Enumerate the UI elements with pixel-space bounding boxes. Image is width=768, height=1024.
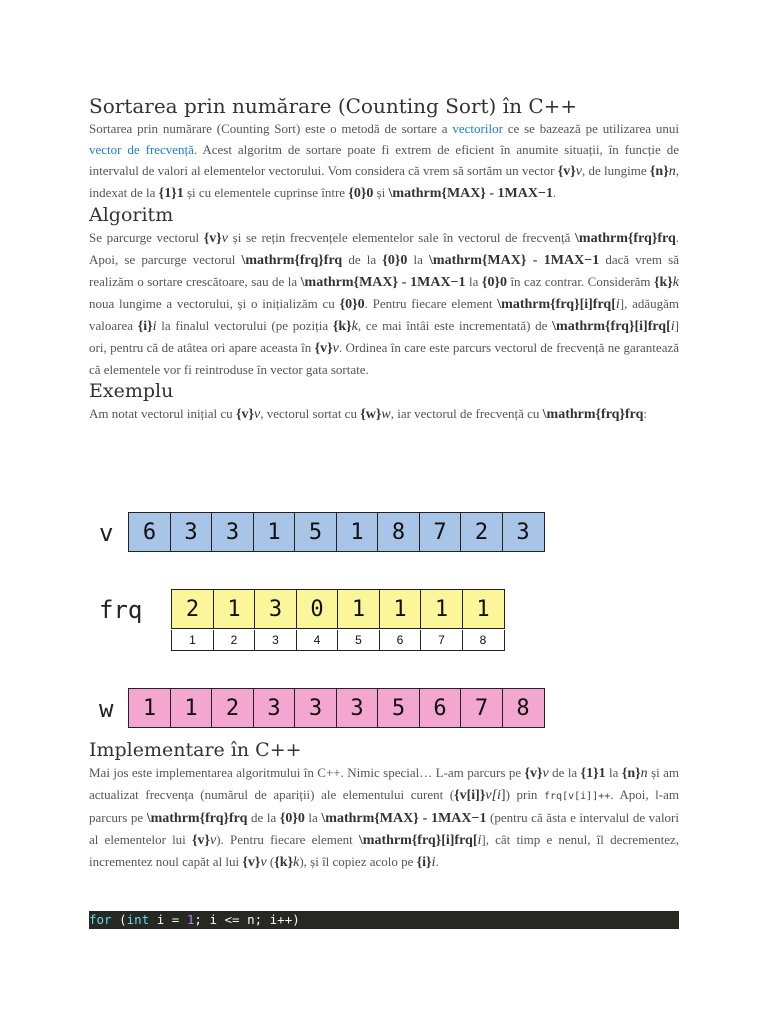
math: {v}: [557, 164, 576, 179]
math: \mathrm{frq}[i]frq[: [552, 318, 671, 334]
text: la finalul vectorului (pe poziția: [156, 317, 333, 333]
text: (: [266, 853, 275, 869]
math: {0}0: [348, 186, 374, 201]
text: de la: [548, 764, 581, 780]
w-cell: 2: [211, 688, 254, 728]
math: \mathrm{MAX} - 1MAX−1: [429, 252, 600, 268]
w-array: [128, 688, 545, 728]
v-cell: 3: [211, 512, 254, 552]
text: . Pentru fiecare element: [364, 295, 498, 311]
text: de la: [342, 251, 383, 267]
math: \mathrm{MAX} - 1MAX−1: [388, 186, 553, 201]
text: . Acest algoritm de sortare poate fi extrem de eficient în anumite situații, în funcție de intervalul de valori al elementelor vectorului. Vom considera că vrem să sortăm un vector: [89, 142, 679, 178]
math: i: [152, 318, 157, 334]
counting-sort-diagram: [89, 505, 689, 735]
text: , indexat de la: [89, 163, 679, 200]
math: n: [640, 765, 648, 781]
text: ). Pentru fiecare element: [216, 831, 359, 847]
code-text: (: [111, 912, 127, 927]
text: ce se bazează pe utilizarea unui: [502, 121, 679, 136]
math: v: [332, 340, 339, 356]
text: . Apoi, se parcurge vectorul: [89, 229, 679, 267]
text: la: [407, 251, 430, 267]
math: v: [542, 765, 549, 781]
frq-index-row: [171, 630, 505, 651]
text: . Apoi, l-am parcurs pe: [89, 786, 679, 825]
w-cell: 7: [460, 688, 503, 728]
frq-cell: 1: [379, 589, 422, 629]
v-cell: 7: [419, 512, 462, 552]
math: {k}: [332, 318, 352, 334]
text: dacă vrem să realizăm o sortare crescătoare, sau de la: [89, 251, 679, 289]
code-text: i =: [149, 912, 187, 927]
math: n: [668, 164, 676, 179]
text: ] ori, pentru că de atâtea ori apare aceasta în: [89, 317, 679, 355]
math: {v}: [235, 406, 254, 422]
math: k: [351, 318, 358, 334]
text: noua lungime a vectorului, și o inițializăm cu: [89, 295, 340, 311]
frq-index: 7: [420, 630, 463, 651]
math: \mathrm{MAX} - 1MAX−1: [300, 274, 466, 290]
link-vector-frecventa[interactable]: vector de frecvență: [89, 142, 194, 157]
w-cell: 3: [294, 688, 337, 728]
v-cell: 8: [377, 512, 420, 552]
text: , de lungime: [581, 163, 650, 178]
v-cell: 1: [336, 512, 379, 552]
math: \mathrm{frq}[i]frq[: [497, 296, 616, 312]
article-implementation: [89, 739, 679, 873]
text: la: [304, 809, 322, 825]
math: {v}: [191, 832, 210, 848]
v-cell: 6: [128, 512, 171, 552]
w-cell: 8: [502, 688, 545, 728]
text: Mai jos este implementarea algoritmului în C++. Nimic special… L-am parcurs pe: [89, 764, 525, 780]
algoritm-paragraph: [89, 227, 679, 380]
frq-index: 1: [171, 630, 214, 651]
text: ), și îl copiez acolo pe: [299, 853, 417, 869]
math: {k}: [274, 854, 294, 870]
section-heading-exemplu: Exemplu: [89, 379, 174, 402]
frq-index: 2: [213, 630, 256, 651]
text: Se parcurge vectorul: [89, 229, 204, 245]
text: .: [435, 853, 439, 869]
frq-cell: 1: [420, 589, 463, 629]
math: {i}: [137, 318, 153, 334]
frq-index: 3: [254, 630, 297, 651]
page-title: Sortarea prin numărare (Counting Sort) în C++: [89, 94, 578, 118]
article: [89, 95, 679, 425]
w-cell: 1: [170, 688, 213, 728]
math: v: [575, 164, 582, 179]
text: de la: [247, 809, 280, 825]
math: \mathrm{frq}frq: [241, 252, 343, 268]
w-cell: 3: [253, 688, 296, 728]
text: , iar vectorul de frecvență cu: [390, 405, 543, 421]
implementare-paragraph: [89, 762, 679, 873]
math: {v[i]}: [454, 787, 486, 803]
math: \mathrm{frq}[i]frq[: [358, 832, 478, 848]
math: {0}0: [481, 274, 507, 290]
frq-cell: 1: [337, 589, 380, 629]
math: k: [672, 274, 680, 290]
v-cell: 3: [502, 512, 545, 552]
text: Sortarea prin numărare (Counting Sort) este o metodă de sortare a: [89, 121, 453, 136]
math: {v}: [203, 230, 222, 246]
text: la: [465, 273, 482, 289]
text: și am actualizat frecvența (numărul de apariții) ale elementului curent (: [89, 764, 679, 802]
frq-cell: 1: [462, 589, 505, 629]
math: w: [381, 406, 391, 422]
code-block[interactable]: [89, 911, 679, 929]
math: {0}0: [339, 296, 365, 312]
math: i: [670, 318, 675, 334]
math: i: [431, 854, 436, 870]
frq-index: 5: [337, 630, 380, 651]
w-cell: 5: [377, 688, 420, 728]
text: , ce mai întâi este incrementată) de: [357, 317, 553, 333]
math: i: [477, 832, 482, 848]
link-vectori[interactable]: vectorilor: [452, 121, 503, 136]
section-heading-algoritm: Algoritm: [89, 204, 174, 226]
code-keyword: for: [89, 912, 112, 927]
code-text: ; i <= n; i++): [194, 912, 300, 927]
math: {k}: [653, 274, 673, 290]
code-number: 1: [186, 912, 195, 927]
text: :: [643, 405, 648, 421]
math: \mathrm{frq}frq: [146, 810, 248, 826]
text: ], adăugăm valoarea: [89, 295, 680, 333]
math: v: [260, 854, 267, 870]
text: în caz contrar. Considerăm: [506, 273, 654, 289]
math: v[: [485, 787, 498, 803]
math: v: [253, 406, 261, 422]
text: .: [552, 185, 557, 200]
math: {n}: [649, 164, 669, 179]
math: v: [221, 230, 229, 246]
exemplu-paragraph: [89, 403, 679, 425]
text: și: [373, 185, 389, 200]
text: , vectorul sortat cu: [260, 405, 361, 421]
math: \mathrm{frq}frq: [542, 406, 644, 422]
math: \mathrm{frq}frq: [575, 230, 676, 246]
math: {v}: [524, 765, 543, 781]
text: și cu elementele cuprinse între: [183, 185, 349, 200]
text: (pentru că ăsta e intervalul de valori al elementelor lui: [89, 809, 679, 847]
frq-index: 8: [462, 630, 505, 651]
math: {0}0: [279, 810, 305, 826]
math: {1}1: [158, 186, 184, 201]
math: {0}0: [382, 252, 408, 268]
text: Am notat vectorul inițial cu: [89, 405, 236, 421]
math: i: [615, 296, 620, 312]
frq-cell: 0: [296, 589, 339, 629]
math: i: [497, 787, 501, 803]
math: k: [293, 854, 300, 870]
w-array-label: w: [99, 695, 114, 723]
w-cell: 3: [336, 688, 379, 728]
inline-code: frq[v[i]]++: [544, 790, 611, 802]
code-keyword: int: [126, 912, 150, 927]
v-array-label: v: [99, 519, 114, 547]
math: {v}: [314, 340, 333, 356]
frq-index: 6: [379, 630, 422, 651]
v-cell: 3: [170, 512, 213, 552]
math: {1}1: [580, 765, 606, 781]
text: . Ordinea în care este parcurs vectorul de frecvență ne garantează că elementele vor fi reintroduse în vector gata sortate.: [89, 339, 679, 377]
math: ]: [500, 787, 506, 803]
math: {w}: [360, 406, 382, 422]
math: {v}: [242, 854, 261, 870]
text: ) prin: [505, 786, 545, 802]
w-cell: 1: [128, 688, 171, 728]
v-cell: 1: [253, 512, 296, 552]
math: v: [210, 832, 217, 848]
v-cell: 5: [294, 512, 337, 552]
math: {i}: [416, 854, 432, 870]
frq-cell: 3: [254, 589, 297, 629]
frq-array-label: frq: [99, 596, 143, 624]
text: ], cât timp e nenul, îl decrementez, incrementez noul capăt al lui: [89, 831, 679, 869]
frq-cell: 2: [171, 589, 214, 629]
frq-cell: 1: [213, 589, 256, 629]
section-heading-implementare: Implementare în C++: [89, 739, 302, 761]
w-cell: 6: [419, 688, 462, 728]
text: la: [605, 764, 622, 780]
v-cell: 2: [460, 512, 503, 552]
text: și se rețin frecvențele elementelor sale în vectorul de frecvență: [228, 229, 576, 245]
v-array: [128, 512, 545, 552]
frq-index: 4: [296, 630, 339, 651]
intro-paragraph: [89, 118, 679, 204]
frq-array: [171, 589, 505, 629]
math: {n}: [621, 765, 641, 781]
math: \mathrm{MAX} - 1MAX−1: [321, 810, 487, 826]
